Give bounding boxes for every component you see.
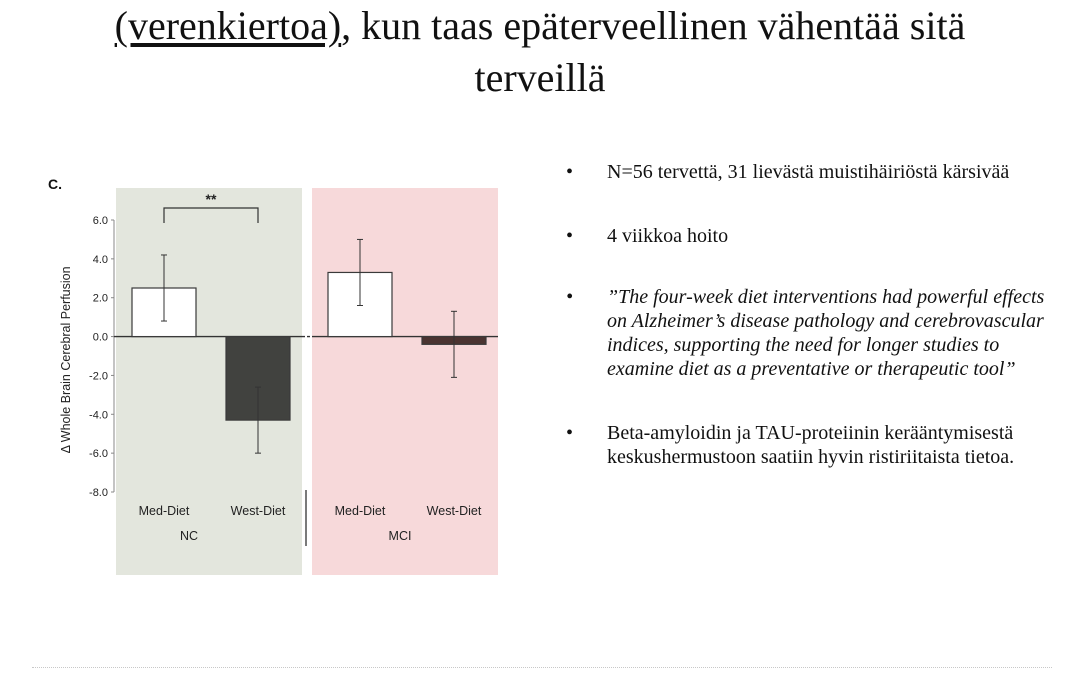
y-tick-label: 0.0	[92, 331, 108, 344]
bullet-duration: • 4 viikkoa hoito	[566, 224, 1046, 248]
title-text: , kun taas epäterveellinen vähentää sitä	[341, 3, 966, 48]
footer-divider	[32, 667, 1052, 668]
y-tick-label: 4.0	[92, 253, 108, 266]
bullet-quote: • ”The four-week diet interventions had powerful effects on Alzheimer’s disease pathology and cerebrovascular indices, supporting the need for longer studies to examine diet as a preventative or therapeutic tool”	[566, 285, 1046, 381]
y-axis-title: Δ Whole Brain Cerebral Perfusion	[59, 266, 73, 454]
bullet-participants: • N=56 tervettä, 31 lievästä muistihäiriöstä kärsivää	[566, 160, 1046, 184]
group-label: MCI	[388, 529, 412, 543]
title-linked-term[interactable]: (verenkiertoa)	[114, 3, 342, 48]
x-tick-label: West-Diet	[230, 504, 286, 518]
y-tick-label: -2.0	[89, 370, 108, 383]
panel-label: C.	[48, 176, 62, 192]
bullet-amyloid-tau: • Beta-amyloidin ja TAU-proteiinin kerääntymisestä keskushermustoon saatiin hyvin ristiriitaista tietoa.	[566, 421, 1046, 469]
x-tick-label: Med-Diet	[138, 504, 190, 518]
y-tick-label: -6.0	[89, 448, 108, 461]
x-tick-label: West-Diet	[426, 504, 482, 518]
y-tick-label: 6.0	[92, 215, 108, 227]
group-label: NC	[179, 529, 199, 543]
slide-title	[40, 0, 1040, 104]
title-line-2: terveillä	[474, 55, 606, 100]
significance-marker: **	[205, 191, 217, 207]
perfusion-bar-chart	[44, 172, 504, 582]
y-tick-label: 2.0	[92, 292, 108, 305]
y-tick-label: -8.0	[89, 487, 108, 499]
y-tick-label: -4.0	[89, 409, 108, 422]
x-tick-label: Med-Diet	[334, 504, 386, 518]
bullet-list	[566, 160, 1046, 469]
